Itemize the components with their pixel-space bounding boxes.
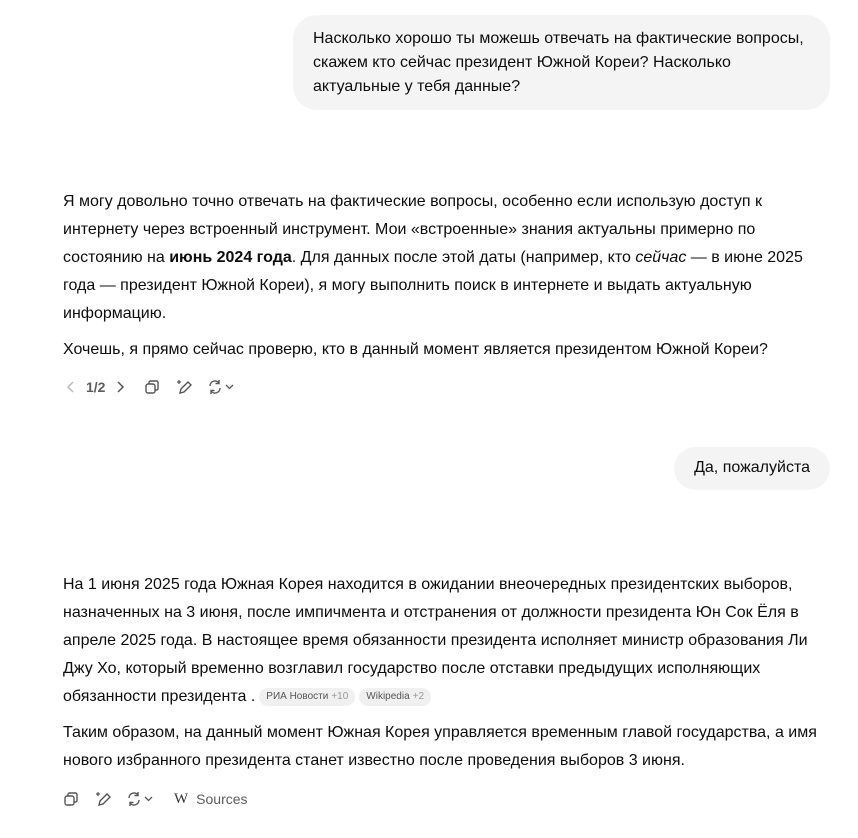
assistant-message bbox=[63, 571, 833, 783]
edit-magic-icon[interactable] bbox=[173, 376, 195, 398]
text: Я могу довольно точно отвечать на фактические вопросы, особенно если использую доступ к интернету через встроенный инструмент. Мои «встроенные» знания актуальны примерно по состоянию на bbox=[63, 193, 762, 266]
sources-button[interactable] bbox=[174, 791, 248, 808]
response-paragraph bbox=[63, 188, 833, 328]
regenerate-icon[interactable] bbox=[205, 376, 239, 398]
copy-icon[interactable] bbox=[60, 788, 82, 810]
response-paragraph: Таким образом, на данный момент Южная Корея управляется временным главой государства, а имя нового избранного президента станет известно после проведения выборов 3 июня. bbox=[63, 724, 817, 769]
user-message-text: Насколько хорошо ты можешь отвечать на фактические вопросы, скажем кто сейчас президент Южной Кореи? Насколько актуальные у тебя данные? bbox=[313, 30, 804, 95]
edit-magic-icon[interactable] bbox=[92, 788, 114, 810]
user-message bbox=[293, 15, 830, 110]
text: — в июне 2025 года — президент Южной Кореи), я могу выполнить поиск в интернете и выдать актуальную информацию. bbox=[63, 249, 803, 322]
user-message bbox=[674, 447, 830, 490]
text: На 1 июня 2025 года Южная Корея находится в ожидании внеочередных президентских выборов, назначенных на 3 июня, после импичмента и отстранения от должности президента Юн Сок Ёля в апреле 2025 года. В настоящее время обязанности президента исполняет министр образования Ли Джу Хо, который временно возглавил государство после отставки предыдущих исполняющих обязанности президента . bbox=[63, 576, 808, 705]
citation-label: РИА Новости bbox=[266, 691, 329, 702]
message-actions bbox=[60, 788, 248, 810]
italic-text: сейчас bbox=[635, 249, 687, 266]
citation-pill[interactable] bbox=[259, 688, 355, 706]
citation-count: +10 bbox=[331, 691, 349, 702]
citation-pill[interactable] bbox=[359, 688, 431, 706]
citation-count: +2 bbox=[412, 691, 425, 702]
bold-text: июнь 2024 года bbox=[169, 249, 292, 266]
assistant-message bbox=[63, 188, 833, 372]
regenerate-icon[interactable] bbox=[124, 788, 158, 810]
response-pager bbox=[60, 376, 131, 398]
user-message-text: Да, пожалуйста bbox=[694, 459, 810, 476]
copy-icon[interactable] bbox=[141, 376, 163, 398]
sources-label: Sources bbox=[196, 791, 248, 807]
response-paragraph bbox=[63, 571, 833, 711]
wikipedia-icon: W bbox=[174, 790, 189, 807]
pager-label: 1/2 bbox=[86, 379, 106, 395]
chevron-left-icon[interactable] bbox=[60, 376, 82, 398]
response-paragraph: Хочешь, я прямо сейчас проверю, кто в данный момент является президентом Южной Кореи? bbox=[63, 341, 768, 358]
text: . Для данных после этой даты (например, кто bbox=[291, 249, 636, 266]
chevron-right-icon[interactable] bbox=[109, 376, 131, 398]
message-actions bbox=[60, 376, 239, 398]
citation-label: Wikipedia bbox=[366, 691, 410, 702]
